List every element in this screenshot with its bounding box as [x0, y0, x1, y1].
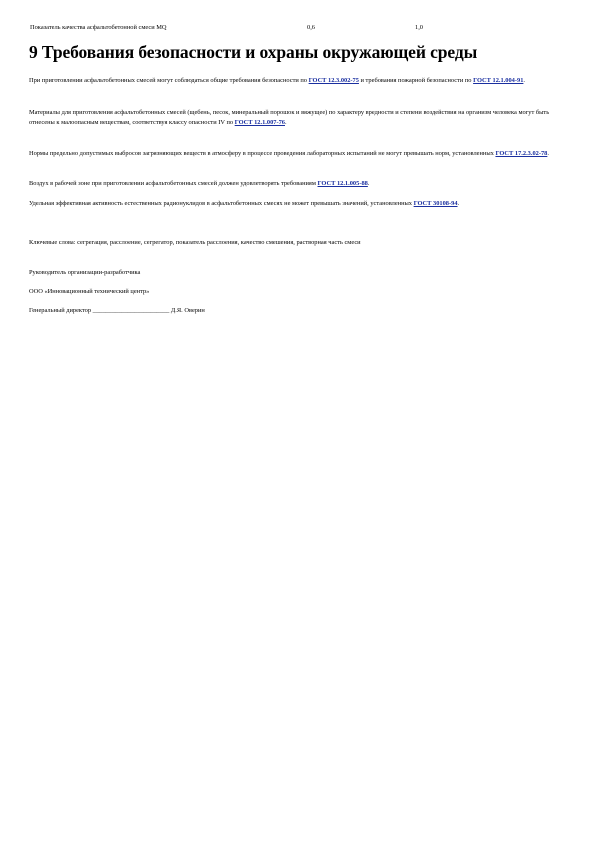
- section-title: 9 Требования безопасности и охраны окружающей среды: [29, 42, 478, 62]
- paragraph-emission-norms: [29, 149, 556, 159]
- gost-link[interactable]: ГОСТ 12.1.005-88: [317, 180, 368, 187]
- text: При приготовлении асфальтобетонных смесей могут соблюдаться общие требования безопасности по: [29, 77, 309, 84]
- gost-link[interactable]: ГОСТ 30108-94: [413, 200, 458, 207]
- text: Воздух в рабочей зоне при приготовлении асфальтобетонных смесей должен удовлетворять требованиям: [29, 180, 318, 187]
- text: Материалы для приготовления асфальтобетонных смесей (щебень, песок, минеральный порошок и вяжущее) по характеру вредности и степени воздействия на организм человека могут быть отнесены к малоопасным веществам, соответствуя классу опасности IV по: [29, 109, 550, 126]
- gost-link[interactable]: ГОСТ 12.3.002-75: [308, 77, 359, 84]
- director-signature-line: Генеральный директор ________________________ Д.Я. Оверин: [29, 307, 205, 314]
- text: .: [523, 77, 526, 84]
- paragraph-work-zone-air: [29, 179, 556, 189]
- text: .: [457, 200, 460, 207]
- table-cell-value-1: 0,6: [307, 24, 315, 31]
- table-row: [0, 21, 595, 35]
- keywords: Ключевые слова: сегрегация, расслоение, сегрегатор, показатель расслоения, качество смешения, растворная часть смеси: [29, 239, 361, 246]
- text: .: [547, 150, 549, 157]
- organization-name: ООО «Инновационный технический центр»: [29, 288, 150, 295]
- gost-link[interactable]: ГОСТ 12.1.007-76: [234, 118, 285, 126]
- text: .: [285, 118, 287, 126]
- paragraph-radionuclides: [29, 199, 556, 209]
- table-cell-indicator: Показатель качества асфальтобетонной смеси MQ: [30, 24, 167, 31]
- table-cell-value-2: 1,0: [415, 24, 423, 31]
- paragraph-materials-hazard: [29, 108, 556, 127]
- gost-link[interactable]: ГОСТ 12.1.004-91: [473, 77, 524, 84]
- text: и требования пожарной безопасности по: [358, 77, 474, 84]
- paragraph-safety-requirements: [29, 76, 556, 86]
- gost-link[interactable]: ГОСТ 17.2.3.02-78: [495, 150, 548, 157]
- text: Нормы предельно допустимых выбросов загрязняющих веществ в атмосферу в процессе проведения лабораторных испытаний не могут превышать норм, установленных: [29, 150, 496, 157]
- developer-head-label: Руководитель организации-разработчика: [29, 269, 141, 276]
- text: Удельная эффективная активность естественных радионуклидов в асфальтобетонных смесях не может превышать значений, установленных: [29, 200, 414, 207]
- text: .: [367, 180, 370, 187]
